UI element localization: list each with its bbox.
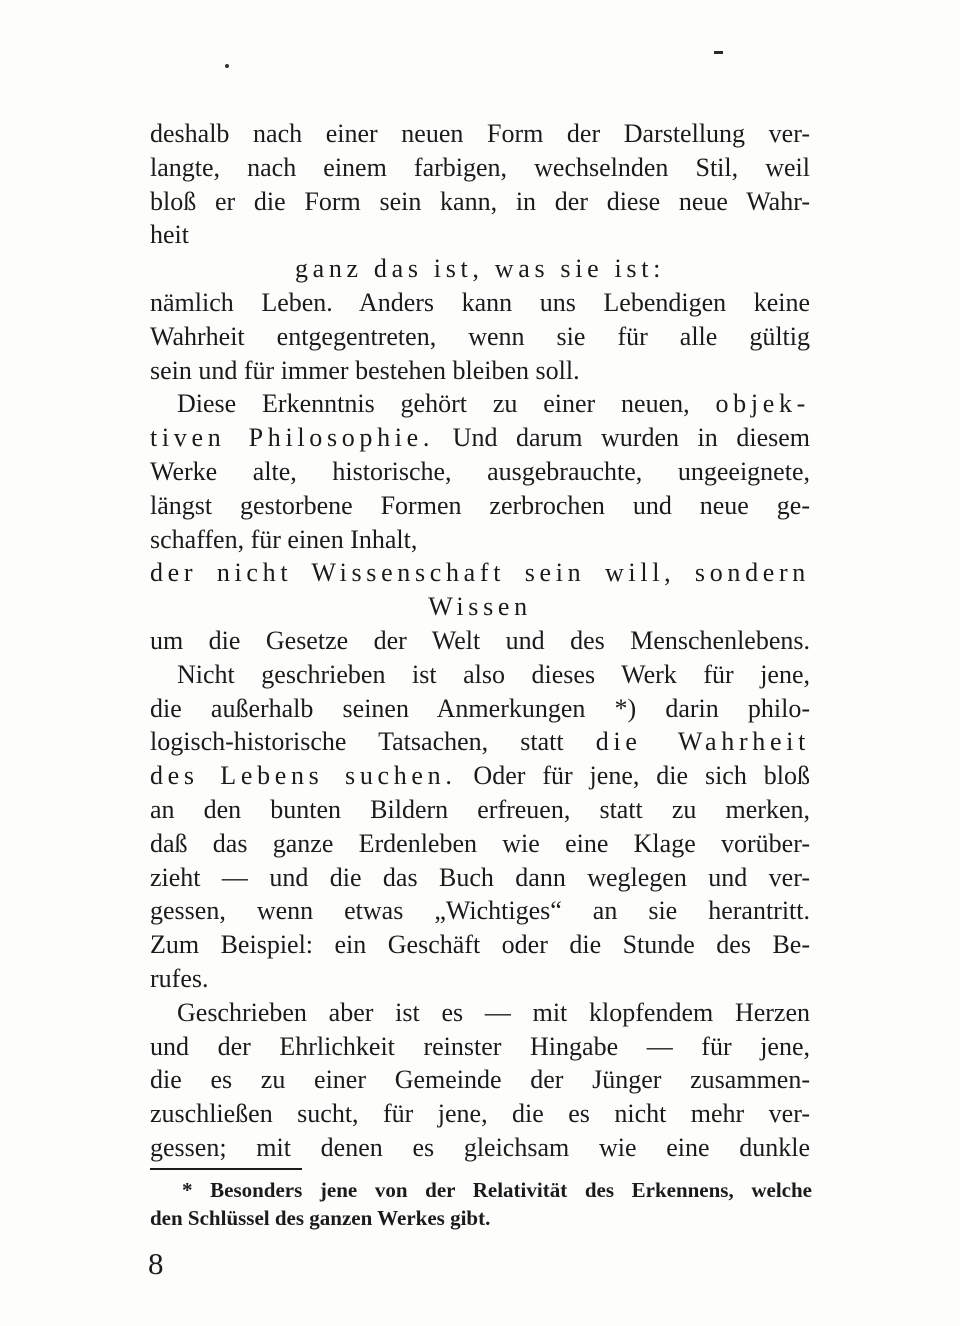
text-segment: gessen, wenn etwas „Wichtiges“ an sie herantritt. xyxy=(150,896,810,926)
text-segment: nämlich Leben. Anders kann uns Lebendigen keine xyxy=(150,287,810,317)
text-segment: daß das ganze Erdenleben wie eine Klage vorüber- xyxy=(150,828,810,858)
text-line xyxy=(150,861,810,895)
letter-spaced-text: der nicht Wissenschaft sein will, sondern xyxy=(150,558,810,588)
letter-spaced-text: objek- xyxy=(715,389,810,419)
footnote-rule xyxy=(150,1168,302,1170)
text-line xyxy=(150,962,810,996)
text-line xyxy=(150,286,810,320)
text-segment: * Besonders jene von der Relativität des Erkennens, welche xyxy=(182,1178,812,1202)
text-line xyxy=(150,151,810,185)
text-segment: langte, nach einem farbigen, wechselnden Stil, weil xyxy=(150,152,810,182)
text-segment: Und darum wurden in diesem xyxy=(434,423,810,453)
text-line xyxy=(150,624,810,658)
text-segment: Geschrieben aber ist es — mit klopfendem Herzen xyxy=(177,997,810,1027)
scan-artifact-dot-icon xyxy=(225,64,229,68)
text-segment: Diese Erkenntnis gehört zu einer neuen, xyxy=(177,389,716,419)
text-segment: gessen; mit denen es gleichsam wie eine dunkle xyxy=(150,1132,810,1162)
text-line xyxy=(150,928,810,962)
text-segment: Oder für jene, die sich bloß xyxy=(456,761,810,791)
body-text xyxy=(150,117,810,1165)
text-segment: Zum Beispiel: ein Geschäft oder die Stunde des Be- xyxy=(150,930,810,960)
text-line xyxy=(150,556,810,590)
text-segment: und der Ehrlichkeit reinster Hingabe — für jene, xyxy=(150,1031,810,1061)
footnote-line xyxy=(150,1205,812,1233)
text-segment: rufes. xyxy=(150,963,209,993)
text-line xyxy=(150,793,810,827)
text-line xyxy=(150,759,810,793)
text-line xyxy=(150,185,810,219)
text-line xyxy=(150,489,810,523)
text-line xyxy=(150,523,810,557)
text-line xyxy=(150,692,810,726)
text-line xyxy=(150,1097,810,1131)
text-segment: zieht — und die das Buch dann weglegen und ver- xyxy=(150,862,810,892)
text-segment: bloß er die Form sein kann, in der diese neue Wahr- xyxy=(150,186,810,216)
text-segment: längst gestorbene Formen zerbrochen und neue ge- xyxy=(150,490,810,520)
text-segment: zuschließen sucht, für jene, die es nicht mehr ver- xyxy=(150,1099,810,1129)
text-line xyxy=(150,218,810,252)
text-segment: Wahrheit entgegentreten, wenn sie für alle gültig xyxy=(150,321,810,351)
text-line xyxy=(150,658,810,692)
text-line xyxy=(150,354,810,388)
text-line xyxy=(150,455,810,489)
text-line xyxy=(150,252,810,286)
scan-artifact-dash-icon xyxy=(714,51,723,54)
text-segment: deshalb nach einer neuen Form der Darstellung ver- xyxy=(150,119,810,148)
footnote xyxy=(150,1177,812,1232)
text-line xyxy=(150,725,810,759)
letter-spaced-text: tiven Philosophie. xyxy=(150,423,435,453)
text-segment: heit xyxy=(150,220,189,250)
letter-spaced-text: des Lebens suchen. xyxy=(150,761,457,791)
text-line xyxy=(150,421,810,455)
text-segment: sein und für immer bestehen bleiben soll. xyxy=(150,355,580,385)
letter-spaced-text: die Wahrheit xyxy=(595,727,810,757)
text-segment: an den bunten Bildern erfreuen, statt zu merken, xyxy=(150,794,810,824)
page-number: 8 xyxy=(148,1246,164,1281)
text-line xyxy=(150,827,810,861)
text-line xyxy=(150,320,810,354)
text-line xyxy=(150,996,810,1030)
text-segment: den Schlüssel des ganzen Werkes gibt. xyxy=(150,1205,491,1230)
text-segment: Werke alte, historische, ausgebrauchte, ungeeignete, xyxy=(150,456,810,486)
text-line xyxy=(150,1063,810,1097)
text-segment: Nicht geschrieben ist also dieses Werk für jene, xyxy=(177,659,810,689)
text-segment: die es zu einer Gemeinde der Jünger zusammen- xyxy=(150,1065,810,1095)
text-line xyxy=(150,1131,810,1165)
text-segment: schaffen, für einen Inhalt, xyxy=(150,524,418,554)
text-segment: um die Gesetze der Welt und des Menschenlebens. xyxy=(150,625,810,655)
text-line xyxy=(150,117,810,151)
text-line xyxy=(150,1030,810,1064)
text-line xyxy=(150,894,810,928)
text-segment: die außerhalb seinen Anmerkungen *) darin philo- xyxy=(150,693,810,723)
footnote-line xyxy=(150,1177,812,1205)
text-line xyxy=(150,590,810,624)
letter-spaced-text: Wissen xyxy=(428,592,532,622)
text-segment: logisch-historische Tatsachen, statt xyxy=(150,727,596,757)
text-line xyxy=(150,387,810,421)
letter-spaced-text: ganz das ist, was sie ist: xyxy=(294,254,666,284)
